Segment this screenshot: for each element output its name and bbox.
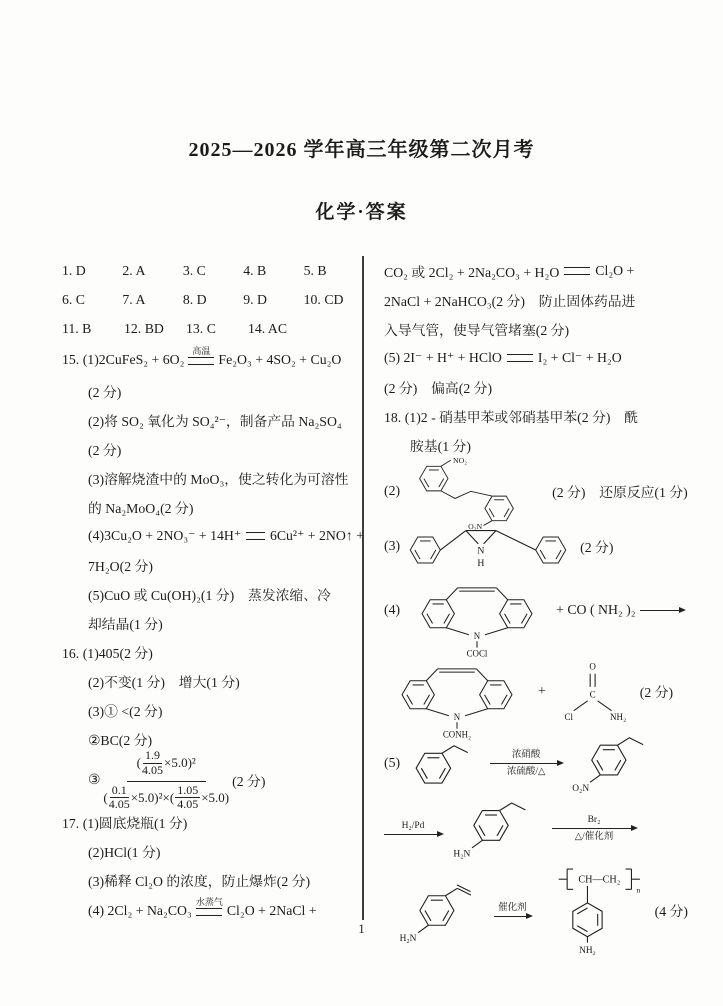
fraction-denominator: ( $\frac{0.1}{4.05}$ ×5.0)²×( $\frac{1.05}{4.05}$ ×5.0)	[103, 782, 230, 812]
answer-18-4-product	[384, 651, 688, 740]
polymerization-arrow: 催化剂	[494, 902, 531, 919]
answer-16-3-2	[62, 747, 364, 812]
circled-3: ③	[88, 772, 101, 787]
score-18-4: (2 分)	[639, 685, 674, 700]
score-18-5: (4 分)	[654, 904, 688, 919]
answer-12: 12. BD	[124, 320, 164, 336]
eq-15-1-right: Fe₂O₃ + 4SO₂ + Cu₂O	[218, 351, 342, 367]
condition-label: 水蒸气	[195, 897, 223, 907]
answer-15-5: (5)CuO 或 Cu(OH)₂(1 分) 蒸发浓缩、冷	[88, 587, 331, 603]
answer-8: 8. D	[182, 291, 207, 307]
answer-17-3: (3)稀释 Cl₂O 的浓度，防止爆炸(2 分)	[88, 873, 311, 889]
hydrogenation-arrow: H₂/Pd	[384, 820, 442, 837]
fraction-numerator: ( $\frac{1.9}{4.05}$ ×5.0)²	[127, 748, 206, 782]
answer-6: 6. C	[62, 291, 85, 307]
score-16-3-2: (2 分)	[232, 774, 266, 789]
n-label: N	[473, 630, 481, 641]
double-line-equals	[196, 908, 222, 916]
answer-18-3: (3) N H (2 分)	[384, 523, 688, 569]
structure-ethylaniline	[446, 791, 548, 865]
n-label: N	[453, 711, 461, 722]
eq-17-4-right: Cl₂O + 2NaCl +	[226, 902, 317, 918]
answer-10: 10. CD	[303, 291, 344, 307]
repeat-unit-label: CH—CH₂	[578, 874, 620, 886]
nh2-label: NH₂	[578, 945, 596, 956]
h2n-label: H₂N	[453, 849, 471, 860]
answer-13: 13. C	[186, 320, 216, 336]
inner-fraction: $\frac{0.1}{4.05}$	[108, 782, 130, 812]
answer-11: 11. B	[62, 320, 92, 336]
eq-15-4b: 7H₂O(2 分)	[88, 558, 153, 574]
structure-polyaminostyrene	[535, 862, 645, 959]
score-17-5: (2 分) 偏高(2 分)	[384, 380, 493, 396]
answer-17-2: (2)HCl(1 分)	[88, 844, 161, 860]
h2n-label: H₂N	[399, 933, 417, 944]
answer-15-3: (3)溶解烧渣中的 MoO₃，使之转化为可溶性	[88, 471, 349, 487]
structure-ethylbenzene	[404, 732, 486, 794]
answer-18-2: (2) NO₂ O₂N (2 分) 还原反应(1 分)	[384, 459, 688, 523]
answer-16-3-1b: ②BC(2 分)	[88, 732, 153, 748]
double-line-equals	[246, 532, 265, 540]
plus-sign: +	[538, 683, 546, 698]
eq-15-4	[62, 521, 364, 550]
double-line-equals	[188, 357, 214, 365]
answer-14: 14. AC	[248, 320, 288, 336]
eq-17-4-cont2: 2NaCl + 2NaHCO₃(2 分) 防止固体药品进	[384, 293, 636, 309]
answer-3: 3. C	[182, 262, 206, 278]
plus-urea-text: + CO ( NH₂ )₂	[556, 602, 636, 617]
score-18-3: (2 分)	[580, 540, 614, 555]
score-15-2: (2 分)	[88, 442, 122, 458]
eq-17-4-left: (4) 2Cl₂ + Na₂CO₃	[88, 902, 192, 918]
answer-9: 9. D	[243, 291, 267, 307]
answer-18-5-row3	[394, 861, 688, 959]
h-label: H	[477, 557, 485, 569]
answer-16-3-1: (3)① <(2 分)	[88, 703, 163, 719]
cl-label: Cl	[564, 711, 573, 722]
answer-17-1: 17. (1)圆底烧瓶(1 分)	[62, 815, 188, 831]
o2n-label: O₂N	[468, 521, 483, 531]
nitration-arrow: 浓硝酸 浓硫酸/△	[490, 749, 562, 778]
bromination-arrow: Br₂ △/催化剂	[552, 814, 636, 843]
answer-row-2	[62, 285, 364, 314]
condition-label: 高温	[192, 346, 211, 356]
answer-15-2: (2)将 SO₂ 氧化为 SO₄²⁻，制备产品 Na₂SO₄	[88, 413, 342, 429]
equals-with-condition	[188, 346, 214, 365]
answer-7: 7. A	[122, 291, 146, 307]
answer-1: 1. D	[62, 262, 86, 278]
left-column	[62, 256, 364, 927]
no2-label: NO₂	[453, 455, 468, 465]
k-expression-fraction	[103, 748, 229, 812]
score-18-2: (2 分) 还原反应(1 分)	[552, 485, 688, 500]
answer-5: 5. B	[303, 262, 327, 278]
answer-16-2: (2)不变(1 分) 增大(1 分)	[88, 674, 240, 690]
o-label: O	[589, 661, 596, 672]
answer-16-1: 16. (1)405(2 分)	[62, 645, 153, 661]
structure-nitroethylbenzene	[566, 724, 662, 803]
answer-row-3	[62, 314, 364, 343]
eq-17-5: (5) 2I⁻ + H⁺ + HClO I₂ + Cl⁻ + H₂O	[384, 349, 622, 365]
equals-with-condition	[196, 897, 223, 916]
answer-4: 4. B	[243, 262, 267, 278]
exam-title: 2025—2026 学年高三年级第二次月考	[188, 139, 535, 161]
inner-fraction: $\frac{1.05}{4.05}$	[177, 782, 199, 812]
c-label: C	[589, 689, 596, 700]
reaction-arrow	[640, 608, 684, 613]
answer-15-5b: 却结晶(1 分)	[88, 616, 163, 632]
answer-row-1	[62, 256, 364, 285]
answer-18-1: 18. (1)2 - 硝基甲苯或邻硝基甲苯(2 分) 酰	[384, 409, 639, 425]
eq-15-1	[62, 343, 364, 376]
double-line-equals	[564, 267, 590, 275]
answer-15-3b: 的 Na₂MoO₄(2 分)	[88, 500, 194, 516]
eq-15-1-left: 15. (1)2CuFeS₂ + 6O₂	[62, 351, 185, 367]
eq-15-4-left: (4)3Cu₂O + 2NO₃⁻ + 14H⁺	[88, 527, 242, 543]
structure-carbamoyl-chloride	[554, 658, 628, 724]
eq-15-4-right: 6Cu²⁺ + 2NO↑ +	[269, 527, 364, 543]
subject-title: 化学·答案	[315, 202, 408, 223]
answer-18-5-row1: (5) 浓硝酸 浓硫酸/△ O₂N	[384, 731, 688, 795]
answer-17-4b: 入导气管，使导气管堵塞(2 分)	[384, 322, 570, 338]
double-line-equals	[507, 354, 533, 362]
o2n-label: O₂N	[572, 783, 590, 794]
nh2-label: NH₂	[609, 711, 627, 722]
cocl-label: COCl	[466, 648, 488, 659]
eq-17-4-cont: CO₂ 或 2Cl₂ + 2Na₂CO₃ + H₂O Cl₂O +	[384, 262, 635, 280]
right-column	[384, 256, 688, 959]
inner-fraction: $\frac{1.9}{4.05}$	[142, 747, 163, 777]
page-number: 1	[358, 921, 365, 936]
score-15-1: (2 分)	[88, 384, 122, 400]
answer-18-4: (4) N COCl + CO ( NH₂ )₂	[384, 569, 688, 651]
n-subscript: n	[636, 885, 641, 895]
n-label: N	[477, 545, 485, 557]
structure-dibenzazepine-conh2	[384, 643, 530, 740]
conh2-label: CONH₂	[442, 729, 472, 740]
answer-18-5-row2	[384, 795, 688, 861]
answer-18-1b: 胺基(1 分)	[410, 438, 471, 454]
answer-2: 2. A	[122, 262, 146, 278]
